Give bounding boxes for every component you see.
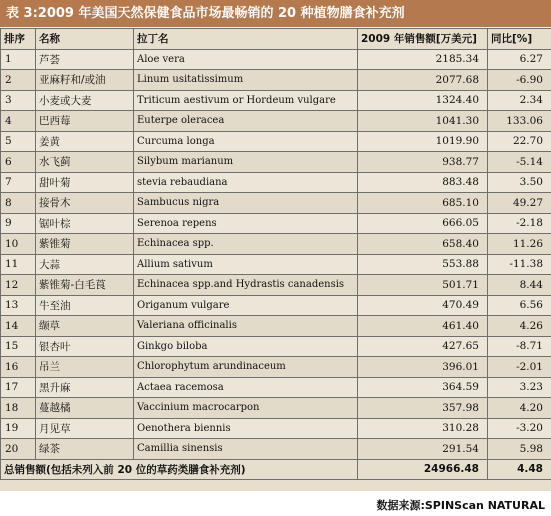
name-cell: 蔓越橘: [36, 398, 134, 419]
table-title: 表 3:2009 年美国天然保健食品市场最畅销的 20 种植物膳食补充剂: [0, 0, 551, 27]
name-cell: 牛至油: [36, 295, 134, 316]
table-row: [1, 213, 551, 234]
table-row: [1, 193, 551, 214]
latin-name-cell: Vaccinium macrocarpon: [134, 398, 358, 419]
rank-cell: 2: [1, 70, 36, 91]
table-row: [1, 152, 551, 173]
header-sales: 2009 年销售额[万美元]: [358, 29, 488, 50]
name-cell: 接骨木: [36, 193, 134, 214]
latin-name-cell: Oenothera biennis: [134, 418, 358, 439]
latin-name-cell: Valeriana officinalis: [134, 316, 358, 337]
latin-name-cell: Camillia sinensis: [134, 439, 358, 460]
sales-cell: 310.28: [358, 418, 488, 439]
table-row: [1, 295, 551, 316]
table-row: [1, 275, 551, 296]
yoy-cell: 3.50: [488, 172, 551, 193]
rank-cell: 4: [1, 111, 36, 132]
name-cell: 月见草: [36, 418, 134, 439]
latin-name-cell: Silybum marianum: [134, 152, 358, 173]
yoy-cell: 4.26: [488, 316, 551, 337]
latin-name-cell: Curcuma longa: [134, 131, 358, 152]
yoy-cell: 8.44: [488, 275, 551, 296]
sales-cell: 501.71: [358, 275, 488, 296]
latin-name-cell: Origanum vulgare: [134, 295, 358, 316]
table-row: [1, 70, 551, 91]
rank-cell: 12: [1, 275, 36, 296]
sales-cell: 357.98: [358, 398, 488, 419]
rank-cell: 15: [1, 336, 36, 357]
total-row: [1, 459, 551, 480]
name-cell: 巴西莓: [36, 111, 134, 132]
sales-cell: 938.77: [358, 152, 488, 173]
rank-cell: 17: [1, 377, 36, 398]
table-body: [1, 49, 551, 480]
sales-cell: 291.54: [358, 439, 488, 460]
latin-name-cell: Allium sativum: [134, 254, 358, 275]
yoy-cell: -2.18: [488, 213, 551, 234]
yoy-cell: 5.98: [488, 439, 551, 460]
table-row: [1, 377, 551, 398]
name-cell: 银杏叶: [36, 336, 134, 357]
yoy-cell: 49.27: [488, 193, 551, 214]
table-row: [1, 234, 551, 255]
sales-cell: 427.65: [358, 336, 488, 357]
table-container: [0, 28, 551, 491]
rank-cell: 6: [1, 152, 36, 173]
yoy-cell: 6.56: [488, 295, 551, 316]
yoy-cell: 2.34: [488, 90, 551, 111]
table-row: [1, 49, 551, 70]
yoy-cell: -2.01: [488, 357, 551, 378]
rank-cell: 14: [1, 316, 36, 337]
table-row: [1, 316, 551, 337]
latin-name-cell: Echinacea spp.and Hydrastis canadensis: [134, 275, 358, 296]
table-row: [1, 398, 551, 419]
latin-name-cell: Euterpe oleracea: [134, 111, 358, 132]
sales-cell: 685.10: [358, 193, 488, 214]
rank-cell: 16: [1, 357, 36, 378]
table-row: [1, 254, 551, 275]
name-cell: 亚麻籽和/或油: [36, 70, 134, 91]
sales-cell: 396.01: [358, 357, 488, 378]
sales-cell: 2185.34: [358, 49, 488, 70]
yoy-cell: -8.71: [488, 336, 551, 357]
header-row: [1, 29, 551, 50]
yoy-cell: -6.90: [488, 70, 551, 91]
table-row: [1, 90, 551, 111]
rank-cell: 3: [1, 90, 36, 111]
sales-table: [0, 28, 551, 480]
table-row: [1, 111, 551, 132]
name-cell: 大蒜: [36, 254, 134, 275]
sales-cell: 1019.90: [358, 131, 488, 152]
table-row: [1, 418, 551, 439]
table-row: [1, 172, 551, 193]
header-rank: 排序: [1, 29, 36, 50]
latin-name-cell: Linum usitatissimum: [134, 70, 358, 91]
latin-name-cell: Aloe vera: [134, 49, 358, 70]
header-latin-name: 拉丁名: [134, 29, 358, 50]
rank-cell: 19: [1, 418, 36, 439]
yoy-cell: 3.23: [488, 377, 551, 398]
sales-cell: 658.40: [358, 234, 488, 255]
table-row: [1, 357, 551, 378]
sales-cell: 1324.40: [358, 90, 488, 111]
yoy-cell: 22.70: [488, 131, 551, 152]
rank-cell: 18: [1, 398, 36, 419]
header-yoy: 同比[%]: [488, 29, 551, 50]
name-cell: 紫锥菊-白毛莨: [36, 275, 134, 296]
yoy-cell: -3.20: [488, 418, 551, 439]
rank-cell: 20: [1, 439, 36, 460]
total-yoy: 4.48: [488, 459, 551, 480]
sales-cell: 364.59: [358, 377, 488, 398]
name-cell: 锯叶棕: [36, 213, 134, 234]
yoy-cell: -11.38: [488, 254, 551, 275]
name-cell: 甜叶菊: [36, 172, 134, 193]
latin-name-cell: Triticum aestivum or Hordeum vulgare: [134, 90, 358, 111]
latin-name-cell: Echinacea spp.: [134, 234, 358, 255]
yoy-cell: -5.14: [488, 152, 551, 173]
rank-cell: 8: [1, 193, 36, 214]
sales-cell: 2077.68: [358, 70, 488, 91]
rank-cell: 9: [1, 213, 36, 234]
sales-cell: 470.49: [358, 295, 488, 316]
yoy-cell: 6.27: [488, 49, 551, 70]
name-cell: 芦荟: [36, 49, 134, 70]
total-label: 总销售额(包括未列入前 20 位的草药类膳食补充剂): [1, 459, 358, 480]
name-cell: 黑升麻: [36, 377, 134, 398]
sales-cell: 1041.30: [358, 111, 488, 132]
yoy-cell: 133.06: [488, 111, 551, 132]
latin-name-cell: Sambucus nigra: [134, 193, 358, 214]
name-cell: 绿茶: [36, 439, 134, 460]
yoy-cell: 4.20: [488, 398, 551, 419]
table-row: [1, 439, 551, 460]
latin-name-cell: Ginkgo biloba: [134, 336, 358, 357]
data-source: 数据来源:SPINScan NATURAL: [376, 499, 545, 512]
name-cell: 缬草: [36, 316, 134, 337]
rank-cell: 7: [1, 172, 36, 193]
name-cell: 吊兰: [36, 357, 134, 378]
latin-name-cell: stevia rebaudiana: [134, 172, 358, 193]
rank-cell: 5: [1, 131, 36, 152]
yoy-cell: 11.26: [488, 234, 551, 255]
name-cell: 水飞蓟: [36, 152, 134, 173]
table-row: [1, 131, 551, 152]
latin-name-cell: Serenoa repens: [134, 213, 358, 234]
sales-cell: 461.40: [358, 316, 488, 337]
rank-cell: 10: [1, 234, 36, 255]
header-name: 名称: [36, 29, 134, 50]
name-cell: 姜黄: [36, 131, 134, 152]
latin-name-cell: Actaea racemosa: [134, 377, 358, 398]
rank-cell: 1: [1, 49, 36, 70]
sales-cell: 553.88: [358, 254, 488, 275]
name-cell: 紫锥菊: [36, 234, 134, 255]
name-cell: 小麦或大麦: [36, 90, 134, 111]
rank-cell: 11: [1, 254, 36, 275]
sales-cell: 666.05: [358, 213, 488, 234]
rank-cell: 13: [1, 295, 36, 316]
latin-name-cell: Chlorophytum arundinaceum: [134, 357, 358, 378]
total-sales: 24966.48: [358, 459, 488, 480]
sales-cell: 883.48: [358, 172, 488, 193]
table-row: [1, 336, 551, 357]
